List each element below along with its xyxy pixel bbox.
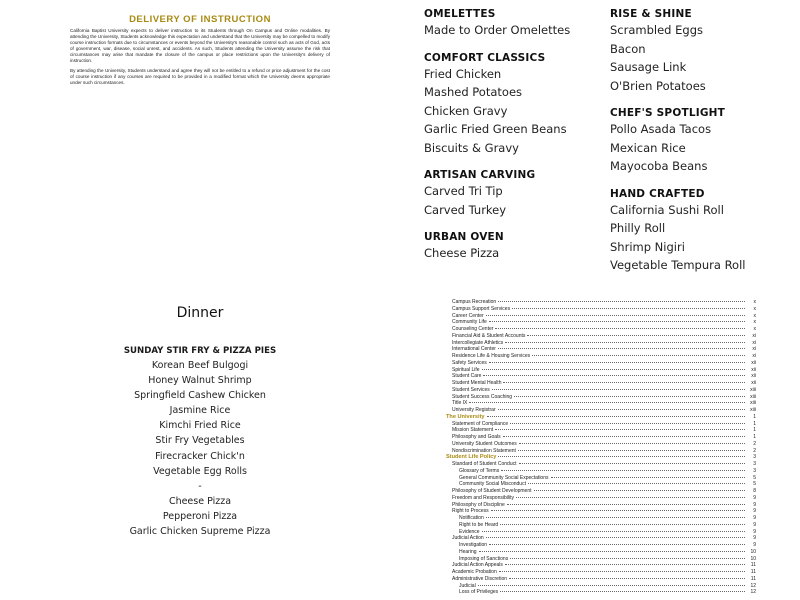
toc-entry[interactable] xyxy=(446,380,756,387)
menu-item: Mexican Rice xyxy=(610,140,686,155)
toc-entry-title: Community Social Misconduct xyxy=(459,481,526,488)
toc-leader-dots xyxy=(510,558,745,559)
dinner-item: Jasmine Rice xyxy=(169,405,231,417)
toc-leader-dots xyxy=(532,355,745,356)
toc-entry-page: 3 xyxy=(753,467,756,474)
toc-entry-title: Academic Probation xyxy=(452,569,497,575)
toc-entry[interactable] xyxy=(446,576,756,583)
toc-entry[interactable] xyxy=(446,414,756,421)
toc-entry-title: Safety Services xyxy=(452,359,487,366)
toc-entry-title: Judicial Action Appeals xyxy=(452,562,503,569)
menu-right-column xyxy=(610,7,800,275)
toc-entry-page: 9 xyxy=(753,521,756,528)
toc-entry[interactable] xyxy=(446,468,756,475)
toc-entry-title: Philosophy of Student Development xyxy=(452,488,532,494)
toc-entry-page: 1 xyxy=(753,413,756,420)
toc-leader-dots xyxy=(505,342,745,343)
toc-entry[interactable] xyxy=(446,313,756,320)
toc-entry[interactable] xyxy=(446,448,756,455)
toc-entry-page: xii xyxy=(751,380,756,386)
toc-leader-dots xyxy=(495,328,745,329)
menu-item: Biscuits & Gravy xyxy=(424,140,519,155)
toc-leader-dots xyxy=(487,416,745,417)
toc-entry-page: xiii xyxy=(750,386,756,393)
toc-entry[interactable] xyxy=(446,569,756,576)
toc-entry[interactable] xyxy=(446,441,756,448)
toc-leader-dots xyxy=(509,578,745,579)
toc-leader-dots xyxy=(489,362,745,363)
toc-entry-title: Notification xyxy=(459,515,484,521)
toc-leader-dots xyxy=(489,544,745,545)
toc-entry-page: 1 xyxy=(753,434,756,440)
menu-item: Scrambled Eggs xyxy=(610,23,703,37)
toc-entry-title: University Student Outcomes xyxy=(452,440,517,447)
toc-leader-dots xyxy=(486,315,745,316)
toc-entry[interactable] xyxy=(446,562,756,569)
dinner-section-heading: SUNDAY STIR FRY & PIZZA PIES xyxy=(123,346,277,356)
toc-entry[interactable] xyxy=(446,319,756,326)
toc-entry-page: 9 xyxy=(753,494,756,501)
toc-entry-title: Student Success Coaching xyxy=(452,393,513,400)
toc-leader-dots xyxy=(498,456,745,457)
toc-entry-page: xi xyxy=(752,339,756,346)
toc-entry-page: xi xyxy=(752,353,756,359)
menu-heading-artisan-carving: ARTISAN CARVING xyxy=(424,169,536,181)
toc-entry-title: Student Life Policy xyxy=(446,454,497,461)
dinner-item: Vegetable Egg Rolls xyxy=(153,465,247,477)
dinner-items-list xyxy=(100,358,300,539)
toc-entry-page: xii xyxy=(751,359,756,366)
toc-entry[interactable] xyxy=(446,589,756,596)
toc-leader-dots xyxy=(479,551,745,552)
toc-leader-dots xyxy=(499,571,745,572)
toc-entry-title: Standard of Student Conduct xyxy=(452,461,517,467)
toc-leader-dots xyxy=(510,423,745,424)
toc-entry[interactable] xyxy=(446,306,756,313)
menu-item: Fried Chicken xyxy=(424,66,502,81)
toc-entry-page: xii xyxy=(751,373,756,380)
toc-entry-title: Campus Support Services xyxy=(452,305,511,312)
dinner-item: Stir Fry Vegetables xyxy=(155,435,245,447)
toc-entry-title: University Registrar xyxy=(452,407,496,413)
toc-leader-dots xyxy=(498,409,745,410)
toc-leader-dots xyxy=(503,382,745,383)
toc-entry-page: 5 xyxy=(753,474,756,481)
toc-entry[interactable] xyxy=(446,421,756,428)
toc-entry[interactable] xyxy=(446,346,756,353)
toc-entry[interactable] xyxy=(446,434,756,441)
toc-leader-dots xyxy=(498,348,745,349)
toc-entry[interactable] xyxy=(446,387,756,394)
toc-entry-page: 2 xyxy=(753,440,756,447)
toc-entry-page: 5 xyxy=(753,481,756,488)
menu-item: Shrimp Nigiri xyxy=(610,239,685,254)
toc-entry-title: Community Life xyxy=(452,319,487,326)
toc-entry[interactable] xyxy=(446,461,756,468)
toc-entry-title: Right to be Heard xyxy=(459,521,499,528)
toc-leader-dots xyxy=(489,321,745,322)
toc-entry[interactable] xyxy=(446,515,756,522)
toc-entry[interactable] xyxy=(446,583,756,590)
menu-item: Mashed Potatoes xyxy=(424,85,523,99)
toc-entry-page: 10 xyxy=(750,555,756,562)
dinner-item: Korean Beef Bulgogi xyxy=(151,360,249,371)
toc-entry-title: Philosophy of Discipline xyxy=(452,501,505,508)
toc-entry-page: 9 xyxy=(753,515,756,521)
menu-item: California Sushi Roll xyxy=(610,202,724,217)
toc-entry[interactable] xyxy=(446,373,756,380)
delivery-paragraph-1: California Baptist University expects to deliver instruction to its Students through On Campus and Online modalities. By attending the University, Students acknowledge this expectation and understand that the University may be compelled to modify course instruction formats due to circumstances or events beyond the University's reasonable control such as acts of God, acts of government, war, disease, social unrest, and accidents. As such, Students attending the University assume the risk that circumstances may arise that mandate the closure of the campus or place restrictions upon the University's delivery of instruction. xyxy=(70,28,330,64)
toc-leader-dots xyxy=(492,389,745,390)
toc-leader-dots xyxy=(478,585,745,586)
toc-entry[interactable] xyxy=(446,340,756,347)
toc-entry[interactable] xyxy=(446,522,756,529)
toc-entry-page: 3 xyxy=(753,461,756,467)
dinner-item: Firecracker Chick'n xyxy=(155,450,245,462)
toc-leader-dots xyxy=(501,470,745,471)
toc-entry[interactable] xyxy=(446,542,756,549)
menu-item: Carved Tri Tip xyxy=(424,184,503,198)
toc-entry-page: 3 xyxy=(753,454,756,461)
menu-item: Vegetable Tempura Roll xyxy=(610,258,746,272)
toc-leader-dots xyxy=(507,504,745,505)
dinner-menu xyxy=(100,302,300,539)
dinner-item: Cheese Pizza xyxy=(168,495,232,507)
dinner-item: Garlic Chicken Supreme Pizza xyxy=(129,526,271,538)
toc-entry[interactable] xyxy=(446,502,756,509)
toc-entry-page: 9 xyxy=(753,535,756,542)
toc-entry-title: Glossary of Terms xyxy=(459,467,500,474)
toc-entry-title: Residence Life & Housing Services xyxy=(452,353,531,359)
delivery-of-instruction-section xyxy=(70,14,330,86)
toc-leader-dots xyxy=(516,497,745,498)
toc-leader-dots xyxy=(500,524,745,525)
menu-item: O'Brien Potatoes xyxy=(610,78,706,93)
toc-entry-page: x xyxy=(753,312,756,319)
menu-item: Chicken Gravy xyxy=(424,103,508,118)
toc-entry-title: Financial Aid & Student Accounts xyxy=(452,332,526,339)
toc-entry[interactable] xyxy=(446,407,756,414)
toc-leader-dots xyxy=(486,537,745,538)
toc-entry[interactable] xyxy=(446,481,756,488)
toc-entry-page: xii xyxy=(751,366,756,373)
toc-entry-title: Judicial xyxy=(459,582,476,589)
dinner-item: Springfield Cashew Chicken xyxy=(134,390,266,402)
toc-entry[interactable] xyxy=(446,367,756,374)
toc-entry[interactable] xyxy=(446,535,756,542)
menu-heading-comfort-classics: COMFORT CLASSICS xyxy=(424,51,546,64)
toc-leader-dots xyxy=(514,396,745,397)
toc-leader-dots xyxy=(528,483,745,484)
toc-entry-title: Administrative Discretion xyxy=(452,575,508,582)
toc-entry-page: 1 xyxy=(753,420,756,427)
toc-leader-dots xyxy=(518,450,745,451)
menu-item: Sausage Link xyxy=(610,60,687,74)
toc-entry-title: Student Services xyxy=(452,386,490,393)
toc-leader-dots xyxy=(483,375,745,376)
menu-heading-rise-shine: RISE & SHINE xyxy=(610,8,692,20)
delivery-title: DELIVERY OF INSTRUCTION xyxy=(129,14,271,25)
toc-leader-dots xyxy=(551,477,746,478)
toc-entry[interactable] xyxy=(446,549,756,556)
delivery-paragraph-2: By attending the University, Students understand and agree they will not be entitled to a refund or price adjustment for the cost of course instruction if any courses are required to be provided in a modified format which the University deems appropriate under such circumstances. xyxy=(70,67,330,85)
table-of-contents xyxy=(446,299,756,600)
toc-leader-dots xyxy=(498,301,745,302)
toc-entry-title: Right to Process xyxy=(452,508,489,515)
toc-entry-page: 11 xyxy=(750,569,756,575)
toc-entry[interactable] xyxy=(446,475,756,482)
toc-entry[interactable] xyxy=(446,400,756,407)
menu-item: Garlic Fried Green Beans xyxy=(424,122,567,136)
toc-entry-title: Philosophy and Goals xyxy=(452,434,501,440)
menu-item: Carved Turkey xyxy=(424,202,507,217)
toc-entry-title: Intercollegiate Athletics xyxy=(452,339,504,346)
toc-entry-page: 2 xyxy=(753,447,756,454)
toc-entry-title: International Center xyxy=(452,346,496,353)
toc-entry-page: 9 xyxy=(753,501,756,508)
toc-entry-title: Mission Statement xyxy=(452,427,494,434)
menu-item: Philly Roll xyxy=(610,221,666,235)
toc-leader-dots xyxy=(505,564,745,565)
toc-leader-dots xyxy=(503,436,745,437)
toc-leader-dots xyxy=(519,463,746,464)
dinner-item: - xyxy=(198,480,202,492)
toc-entry[interactable] xyxy=(446,333,756,340)
toc-entry-page: 11 xyxy=(750,575,756,582)
toc-entry-page: xi xyxy=(752,332,756,339)
toc-entry[interactable] xyxy=(446,454,756,461)
toc-leader-dots xyxy=(469,402,745,403)
toc-entry-title: Loss of Privileges xyxy=(459,589,499,596)
toc-entry-page: 10 xyxy=(750,548,756,555)
toc-entry[interactable] xyxy=(446,394,756,401)
dinner-item: Honey Walnut Shrimp xyxy=(148,375,252,387)
toc-entry-page: x xyxy=(753,319,756,326)
menu-item: Bacon xyxy=(610,41,646,56)
menu-item: Mayocoba Beans xyxy=(610,159,708,173)
menu-item: Cheese Pizza xyxy=(424,246,500,260)
toc-entry[interactable] xyxy=(446,508,756,515)
toc-leader-dots xyxy=(486,517,745,518)
toc-entry-page: 11 xyxy=(750,562,756,569)
toc-entry-title: The University xyxy=(446,413,485,420)
toc-entry-title: General Community Social Expectations xyxy=(459,474,549,481)
toc-entry-page: x xyxy=(753,326,756,332)
menu-item: Pollo Asada Tacos xyxy=(610,122,712,136)
toc-leader-dots xyxy=(534,490,746,491)
toc-entry-page: 9 xyxy=(753,528,756,535)
menu-heading-chef-s-spotlight: CHEF'S SPOTLIGHT xyxy=(610,107,725,119)
toc-entry-page: 8 xyxy=(753,488,756,494)
toc-entry[interactable] xyxy=(446,488,756,495)
toc-leader-dots xyxy=(500,591,745,592)
toc-entry-title: Freedom and Responsibility xyxy=(452,494,514,501)
toc-entry-page: x xyxy=(753,299,756,305)
toc-entry-title: Imposing of Sanctions xyxy=(459,555,509,562)
toc-leader-dots xyxy=(527,335,745,336)
toc-leader-dots xyxy=(495,429,745,430)
toc-entry-page: x xyxy=(753,305,756,312)
toc-entry-page: xiii xyxy=(750,393,756,400)
menu-left-column xyxy=(424,7,604,263)
menu-heading-urban-oven: URBAN OVEN xyxy=(424,231,504,243)
toc-entry-page: 12 xyxy=(750,589,756,596)
toc-leader-dots xyxy=(482,369,745,370)
toc-entry-title: Evidence xyxy=(459,528,480,535)
menu-heading-omelettes: OMELETTES xyxy=(424,8,496,20)
toc-entry-page: 9 xyxy=(753,542,756,548)
toc-entry-title: Hearing xyxy=(459,548,477,555)
toc-entry[interactable] xyxy=(446,353,756,360)
toc-entry-title: Student Mental Health xyxy=(452,380,502,386)
toc-entry-title: Nondiscrimination Statement xyxy=(452,447,516,454)
toc-entry-title: Title IX xyxy=(452,400,468,407)
toc-entry-title: Judicial Action xyxy=(452,535,484,542)
toc-entry-title: Investigation xyxy=(459,542,488,548)
toc-entry-title: Career Center xyxy=(452,312,484,319)
toc-entry-title: Campus Recreation xyxy=(452,299,497,305)
toc-entry-title: Statement of Compliance xyxy=(452,420,509,427)
toc-entry[interactable] xyxy=(446,299,756,306)
toc-leader-dots xyxy=(512,308,745,309)
toc-entry-page: xiii xyxy=(750,407,756,413)
toc-entry-page: 9 xyxy=(753,508,756,515)
toc-entry[interactable] xyxy=(446,427,756,434)
toc-entry-page: 12 xyxy=(750,582,756,589)
toc-entry-page: xiii xyxy=(750,400,756,407)
toc-entry[interactable] xyxy=(446,556,756,563)
toc-entry[interactable] xyxy=(446,495,756,502)
toc-leader-dots xyxy=(482,531,745,532)
toc-entry-title: Spiritual Life xyxy=(452,366,480,373)
toc-leader-dots xyxy=(491,510,745,511)
toc-entry[interactable] xyxy=(446,360,756,367)
toc-entry-page: 1 xyxy=(753,427,756,434)
dinner-title: Dinner xyxy=(176,305,224,321)
toc-entry-page: xi xyxy=(752,346,756,353)
menu-heading-hand-crafted: HAND CRAFTED xyxy=(610,187,705,200)
dinner-item: Pepperoni Pizza xyxy=(162,510,238,522)
toc-entry-title: Student Care xyxy=(452,373,482,380)
toc-entry[interactable] xyxy=(446,326,756,333)
menu-item: Made to Order Omelettes xyxy=(424,23,571,37)
toc-entry-title: Counseling Center xyxy=(452,326,494,332)
toc-leader-dots xyxy=(519,443,745,444)
dinner-item: Kimchi Fried Rice xyxy=(159,420,241,432)
toc-entry[interactable] xyxy=(446,529,756,536)
